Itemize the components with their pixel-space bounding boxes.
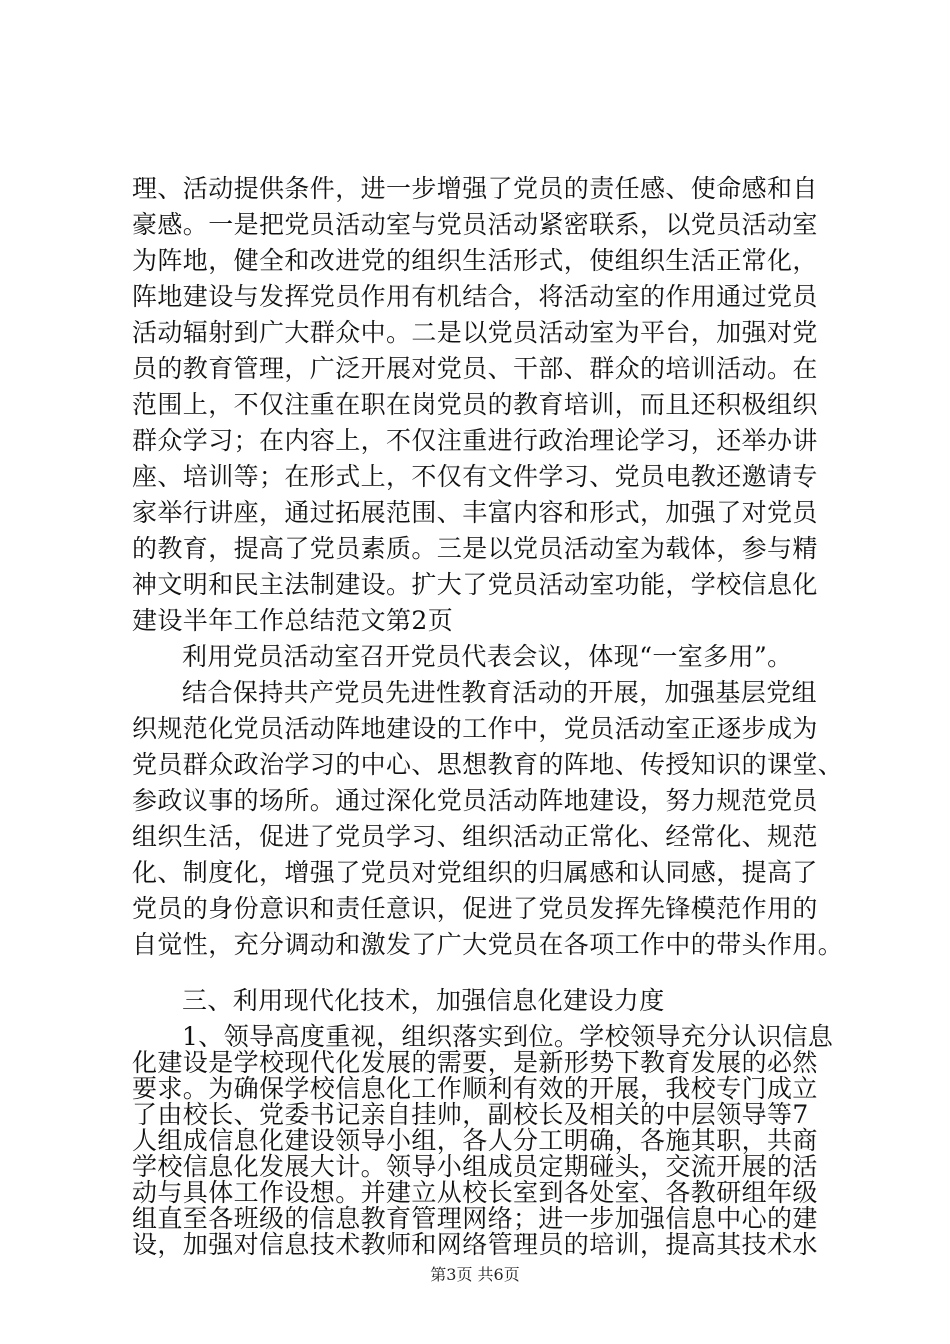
page-number-footer: 第3页 共6页 [430, 1265, 520, 1284]
body-text-line: 阵地建设与发挥党员作用有机结合，将活动室的作用通过党员 [132, 282, 818, 311]
section-heading: 三、利用现代化技术，加强信息化建设力度 [182, 986, 665, 1015]
body-text-line: 参政议事的场所。通过深化党员活动阵地建设，努力规范党员 [132, 786, 818, 815]
body-text-line: 为阵地，健全和改进党的组织生活形式，使组织生活正常化， [132, 246, 818, 275]
body-text-line: 设，加强对信息技术教师和网络管理员的培训，提高其技术水 [132, 1230, 818, 1259]
body-text-line: 员的教育管理，广泛开展对党员、干部、群众的培训活动。在 [132, 354, 818, 383]
body-text-line: 范围上，不仅注重在职在岗党员的教育培训，而且还积极组织 [132, 390, 818, 419]
body-text-line: 了由校长、党委书记亲自挂帅，副校长及相关的中层领导等7 [132, 1100, 809, 1129]
body-text-line: 建设半年工作总结范文第2页 [132, 606, 454, 635]
body-text-line: 组直至各班级的信息教育管理网络；进一步加强信息中心的建 [132, 1204, 818, 1233]
body-text-line: 动与具体工作设想。并建立从校长室到各处室、各教研组年级 [132, 1178, 818, 1207]
body-text-line: 利用党员活动室召开党员代表会议，体现“一室多用”。 [182, 642, 793, 671]
body-text-line: 1、领导高度重视，组织落实到位。学校领导充分认识信息 [182, 1022, 834, 1051]
body-text-line: 家举行讲座，通过拓展范围、丰富内容和形式，加强了对党员 [132, 498, 818, 527]
body-text-line: 织规范化党员活动阵地建设的工作中，党员活动室正逐步成为 [132, 714, 818, 743]
body-text-line: 党员的身份意识和责任意识，促进了党员发挥先锋模范作用的 [132, 894, 818, 923]
body-text-line: 化建设是学校现代化发展的需要，是新形势下教育发展的必然 [132, 1048, 818, 1077]
body-text-line: 人组成信息化建设领导小组，各人分工明确，各施其职，共商 [132, 1126, 818, 1155]
body-text-line: 理、活动提供条件，进一步增强了党员的责任感、使命感和自 [132, 174, 818, 203]
body-text-line: 座、培训等；在形式上，不仅有文件学习、党员电教还邀请专 [132, 462, 818, 491]
body-text-line: 结合保持共产党员先进性教育活动的开展，加强基层党组 [182, 678, 818, 707]
body-text-line: 化、制度化，增强了党员对党组织的归属感和认同感，提高了 [132, 858, 818, 887]
body-text-line: 豪感。一是把党员活动室与党员活动紧密联系，以党员活动室 [132, 210, 818, 239]
body-text-line: 的教育，提高了党员素质。三是以党员活动室为载体，参与精 [132, 534, 818, 563]
body-text-line: 组织生活，促进了党员学习、组织活动正常化、经常化、规范 [132, 822, 818, 851]
body-text-line: 活动辐射到广大群众中。二是以党员活动室为平台，加强对党 [132, 318, 818, 347]
body-text-line: 自觉性，充分调动和激发了广大党员在各项工作中的带头作用。 [132, 930, 844, 959]
body-text-line: 党员群众政治学习的中心、思想教育的阵地、传授知识的课堂、 [132, 750, 844, 779]
body-text-line: 要求。为确保学校信息化工作顺利有效的开展，我校专门成立 [132, 1074, 818, 1103]
body-text-line: 群众学习；在内容上，不仅注重进行政治理论学习，还举办讲 [132, 426, 818, 455]
body-text-line: 学校信息化发展大计。领导小组成员定期碰头，交流开展的活 [132, 1152, 818, 1181]
body-text-line: 神文明和民主法制建设。扩大了党员活动室功能，学校信息化 [132, 570, 818, 599]
